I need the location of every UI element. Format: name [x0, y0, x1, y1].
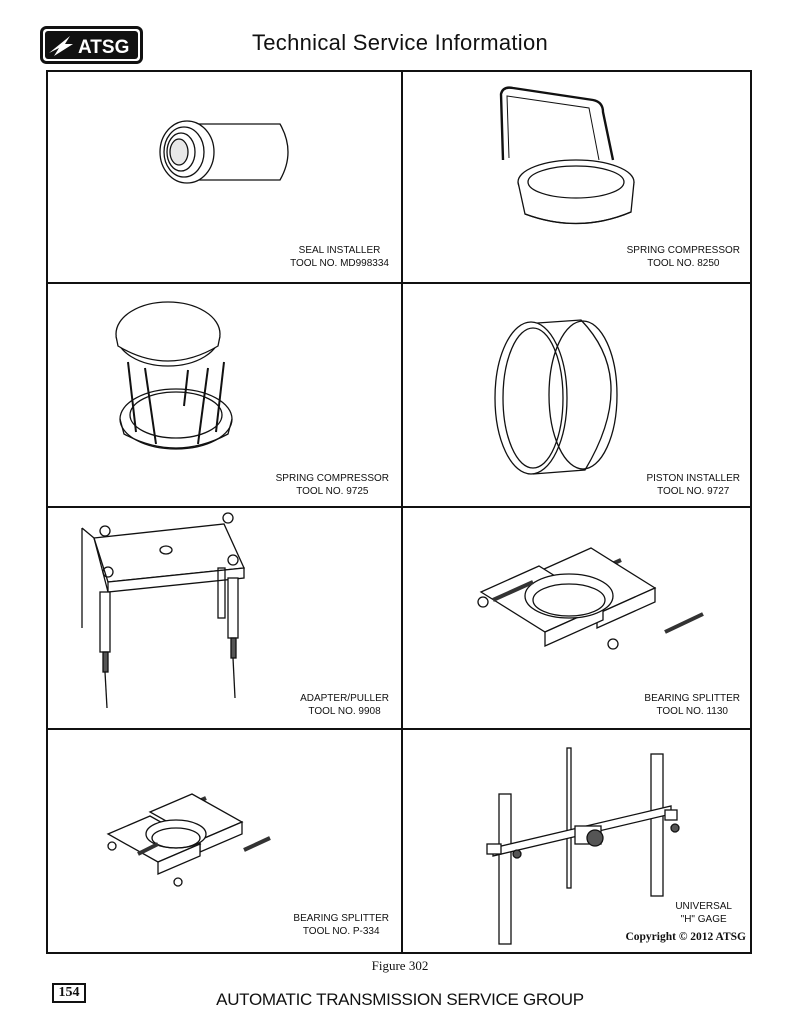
atsg-logo — [40, 26, 143, 64]
svg-text:ATSG: ATSG — [78, 37, 130, 58]
tool-label — [627, 244, 740, 270]
tool-name: BEARING SPLITTER — [293, 913, 389, 924]
tool-name: BEARING SPLITTER — [644, 693, 740, 704]
copyright-notice: Copyright © 2012 ATSG — [625, 931, 746, 943]
tool-cell — [48, 284, 401, 506]
page-title: Technical Service Information — [251, 30, 549, 55]
tool-number: TOOL NO. 9908 — [308, 706, 381, 717]
tool-number: TOOL NO. 9727 — [657, 486, 730, 497]
tool-number: TOOL NO. MD998334 — [290, 258, 389, 269]
tool-number: TOOL NO. 8250 — [647, 258, 720, 269]
tool-grid — [46, 70, 752, 954]
figure-caption: Figure 302 — [371, 958, 429, 973]
tool-label — [300, 692, 389, 718]
tool-cell — [403, 72, 754, 282]
tool-number: "H" GAGE — [680, 914, 727, 925]
tool-number: TOOL NO. 1130 — [656, 706, 728, 717]
tool-label — [675, 900, 732, 926]
tool-cell — [403, 730, 754, 952]
tool-name: PISTON INSTALLER — [646, 473, 740, 484]
tool-name: ADAPTER/PULLER — [300, 693, 389, 704]
page-number: 154 — [52, 983, 86, 1003]
tool-label — [276, 472, 389, 498]
tool-number: TOOL NO. P-334 — [302, 926, 380, 937]
tool-number: TOOL NO. 9725 — [296, 486, 369, 497]
tool-cell — [403, 508, 754, 728]
tool-label — [293, 912, 389, 938]
tool-name: UNIVERSAL — [675, 901, 732, 912]
tool-cell — [48, 72, 401, 282]
tool-name: SEAL INSTALLER — [298, 245, 381, 256]
tool-cell — [48, 730, 401, 952]
tool-label — [644, 692, 740, 718]
footer-text: AUTOMATIC TRANSMISSION SERVICE GROUP — [216, 990, 584, 1009]
tool-label — [646, 472, 740, 498]
tool-name: SPRING COMPRESSOR — [626, 245, 740, 256]
tool-cell — [403, 284, 754, 506]
tool-name: SPRING COMPRESSOR — [275, 473, 389, 484]
tool-cell — [48, 508, 401, 728]
tool-label — [290, 244, 389, 270]
